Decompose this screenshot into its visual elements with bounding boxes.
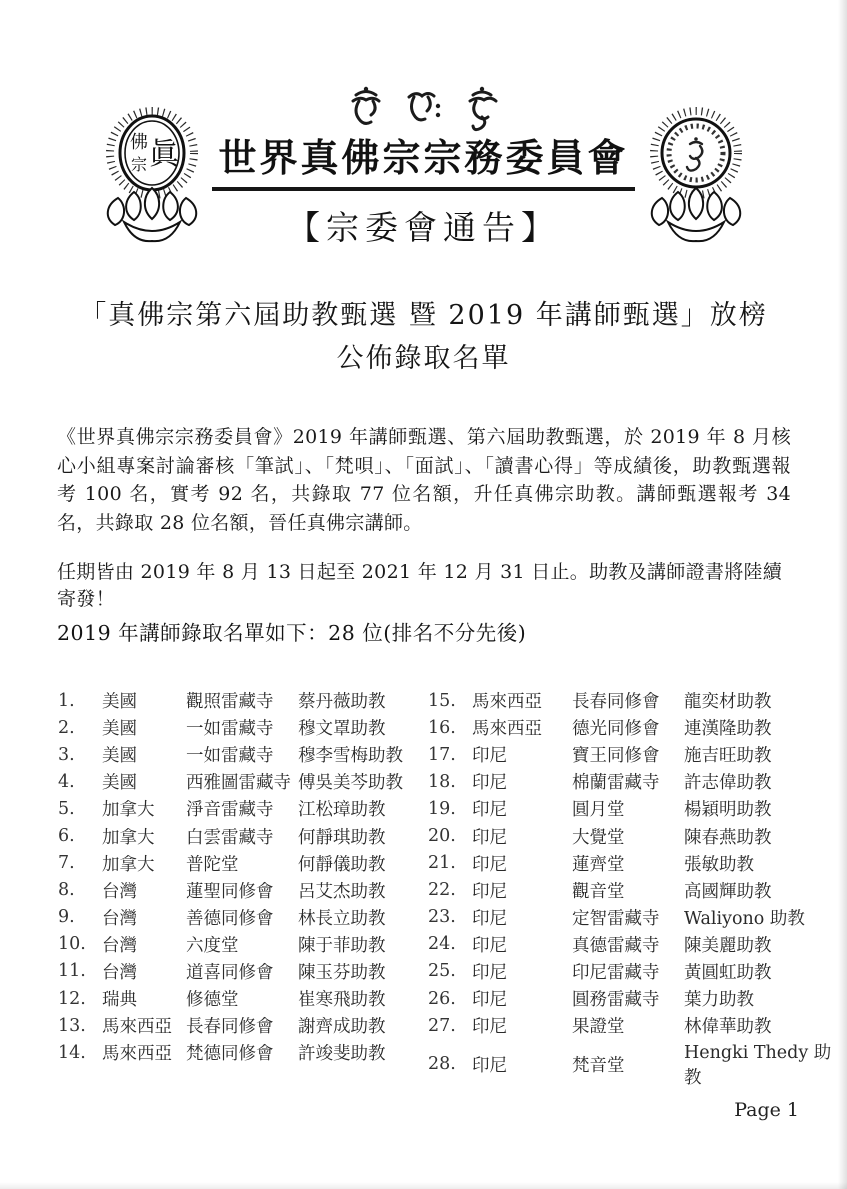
row-number: 7. [58,853,75,874]
roster-row [58,904,420,931]
row-temple: 一如雷藏寺 [186,746,274,767]
row-country: 印尼 [472,881,507,902]
roster-row [428,768,832,795]
roster-row [58,877,420,904]
roster-row [428,795,832,822]
roster-row [58,850,420,877]
row-country: 美國 [102,746,137,767]
row-temple: 長春同修會 [572,692,660,713]
page-number: Page 1 [734,1099,799,1121]
roster-heading: 2019 年講師錄取名單如下：28 位(排名不分先後) [57,621,527,645]
row-name: 何靜儀助教 [298,854,386,875]
row-country: 印尼 [472,1017,507,1038]
row-number: 20. [428,826,456,847]
row-name: 陳于菲助教 [298,935,386,956]
roster-row [428,822,832,849]
row-temple: 觀照雷藏寺 [186,692,274,713]
row-country: 印尼 [472,962,507,983]
roster-row [58,1039,420,1066]
row-country: 印尼 [472,773,507,794]
row-number: 8. [58,880,75,901]
row-temple: 觀音堂 [572,881,625,902]
true-buddha-school-seal-icon [98,106,206,246]
row-name: 呂艾杰助教 [298,881,386,902]
row-country: 印尼 [472,800,507,821]
row-country: 美國 [102,773,137,794]
row-temple: 棉蘭雷藏寺 [572,773,660,794]
roster-row [428,958,832,985]
row-number: 13. [58,1015,86,1036]
row-country: 馬來西亞 [472,692,542,713]
row-name: 許竣斐助教 [298,1044,386,1065]
row-country: 馬來西亞 [472,719,542,740]
row-name: 崔寒飛助教 [298,990,386,1011]
row-country: 加拿大 [102,854,155,875]
row-temple: 修德堂 [186,990,239,1011]
term-note: 任期皆由 2019 年 8 月 13 日起至 2021 年 12 月 31 日止。助教及講師證書將陸續寄發！ [57,561,783,610]
row-country: 瑞典 [102,990,137,1011]
roster-row [428,850,832,877]
row-temple: 淨音雷藏寺 [186,800,274,821]
row-name: 陳美麗助教 [684,935,772,956]
row-temple: 蓮齊堂 [572,854,625,875]
row-number: 1. [58,690,75,711]
row-temple: 梵德同修會 [186,1044,274,1065]
row-name: 穆文罩助教 [298,719,386,740]
row-number: 14. [58,1042,86,1063]
row-country: 加拿大 [102,827,155,848]
document-title-line1: 「真佛宗第六屆助教甄選 暨 2019 年講師甄選」放榜 [79,300,768,331]
roster-row [58,1012,420,1039]
row-country: 美國 [102,692,137,713]
roster-column-left [58,687,420,1066]
row-temple: 梵音堂 [572,1055,625,1076]
roster-row [428,714,832,741]
seal-char-zong: 宗 [130,155,148,174]
roster-row [428,687,832,714]
row-temple: 白雲雷藏寺 [186,827,274,848]
row-number: 19. [428,798,456,819]
row-country: 加拿大 [102,800,155,821]
row-number: 23. [428,907,456,928]
row-number: 12. [58,988,86,1009]
roster-row [428,931,832,958]
row-name: 施吉旺助教 [684,746,772,767]
row-temple: 果證堂 [572,1017,625,1038]
row-country: 印尼 [472,935,507,956]
tibetan-om-icon [346,84,386,134]
row-number: 2. [58,717,75,738]
row-name: 江松璋助教 [298,800,386,821]
row-temple: 一如雷藏寺 [186,719,274,740]
row-country: 印尼 [472,827,507,848]
row-temple: 普陀堂 [186,854,239,875]
row-number: 21. [428,853,456,874]
row-number: 6. [58,826,75,847]
row-temple: 圓務雷藏寺 [572,990,660,1011]
lotus-icon [652,188,740,241]
tibetan-ah-icon [404,84,444,134]
row-country: 台灣 [102,908,137,929]
roster-row [58,768,420,795]
row-name: 穆李雪梅助教 [298,746,403,767]
row-number: 27. [428,1015,456,1036]
org-title: 世界真佛宗宗務委員會 [212,136,634,191]
row-number: 3. [58,744,75,765]
row-country: 台灣 [102,935,137,956]
roster-row [58,958,420,985]
row-temple: 道喜同修會 [186,962,274,983]
row-country: 印尼 [472,1055,507,1076]
row-temple: 德光同修會 [572,719,660,740]
row-country: 印尼 [472,854,507,875]
row-number: 22. [428,880,456,901]
tibetan-script-seal-icon [642,106,750,246]
row-name: 陳春燕助教 [684,827,772,848]
row-name: 林偉華助教 [684,1017,772,1038]
row-temple: 印尼雷藏寺 [572,962,660,983]
announcement-paragraph: 《世界真佛宗宗務委員會》2019 年講師甄選、第六屆助教甄選，於 2019 年 8 月核心小組專案討論審核「筆試」、「梵唄」、「面試」、「讀書心得」等成績後，助教甄選報考 100 名，實考 92 名，共錄取 77 位名額，升任真佛宗助教。講師甄選報考 34 名，共錄取 28 位名額，晉任真佛宗講師。 [57,426,791,534]
row-name: 高國輝助教 [684,881,772,902]
row-number: 18. [428,771,456,792]
row-number: 16. [428,717,456,738]
row-name: 龍奕材助教 [684,692,772,713]
row-country: 美國 [102,719,137,740]
roster-row [428,904,832,931]
row-number: 10. [58,934,86,955]
row-country: 馬來西亞 [102,1017,172,1038]
row-name: 何靜琪助教 [298,827,386,848]
scan-edge-shadow [838,0,847,1189]
row-name: 林長立助教 [298,908,386,929]
row-name: 許志偉助教 [684,773,772,794]
row-name: 黃圓虹助教 [684,962,772,983]
row-temple: 寶王同修會 [572,746,660,767]
row-temple: 大覺堂 [572,827,625,848]
row-country: 印尼 [472,746,507,767]
lotus-icon [108,188,196,241]
roster-row [58,985,420,1012]
row-country: 印尼 [472,908,507,929]
roster-row [58,795,420,822]
row-temple: 真德雷藏寺 [572,935,660,956]
row-number: 17. [428,744,456,765]
row-country: 台灣 [102,881,137,902]
roster-column-right [428,687,832,1089]
roster-row [58,822,420,849]
row-temple: 定智雷藏寺 [572,908,660,929]
row-number: 9. [58,907,75,928]
roster-row [58,687,420,714]
roster-row [428,1039,832,1089]
row-name: 謝齊成助教 [298,1017,386,1038]
row-name: 陳玉芬助教 [298,962,386,983]
document-title [0,294,847,380]
tibetan-hum-icon [462,84,502,138]
row-number: 11. [58,961,86,982]
seal-char-zhen: 眞 [149,137,179,172]
scan-edge-shadow [0,1182,847,1189]
row-number: 28. [428,1054,456,1075]
roster-row [58,931,420,958]
row-country: 印尼 [472,990,507,1011]
row-country: 馬來西亞 [102,1044,172,1065]
row-name: Hengki Thedy 助教 [684,1043,832,1089]
row-name: Waliyono 助教 [684,908,805,929]
row-country: 台灣 [102,962,137,983]
row-name: 張敏助教 [684,854,754,875]
row-name: 傅吳美芩助教 [298,773,403,794]
row-name: 蔡丹薇助教 [298,692,386,713]
row-number: 5. [58,798,75,819]
row-temple: 蓮聖同修會 [186,881,274,902]
row-number: 24. [428,934,456,955]
row-number: 26. [428,988,456,1009]
roster-row [428,985,832,1012]
row-name: 連漢隆助教 [684,719,772,740]
row-temple: 圓月堂 [572,800,625,821]
document-title-line2: 公佈錄取名單 [336,343,511,374]
row-number: 25. [428,961,456,982]
notice-heading: 【宗委會通告】 [287,208,560,247]
roster-row [58,741,420,768]
row-name: 楊穎明助教 [684,800,772,821]
row-number: 4. [58,771,75,792]
roster-row [58,714,420,741]
row-temple: 西雅圖雷藏寺 [186,773,291,794]
row-temple: 六度堂 [186,935,239,956]
row-temple: 善德同修會 [186,908,274,929]
seal-char-fo: 佛 [130,132,148,153]
row-number: 15. [428,690,456,711]
row-temple: 長春同修會 [186,1017,274,1038]
row-name: 葉力助教 [684,990,754,1011]
roster-row [428,877,832,904]
roster-row [428,741,832,768]
roster-row [428,1012,832,1039]
